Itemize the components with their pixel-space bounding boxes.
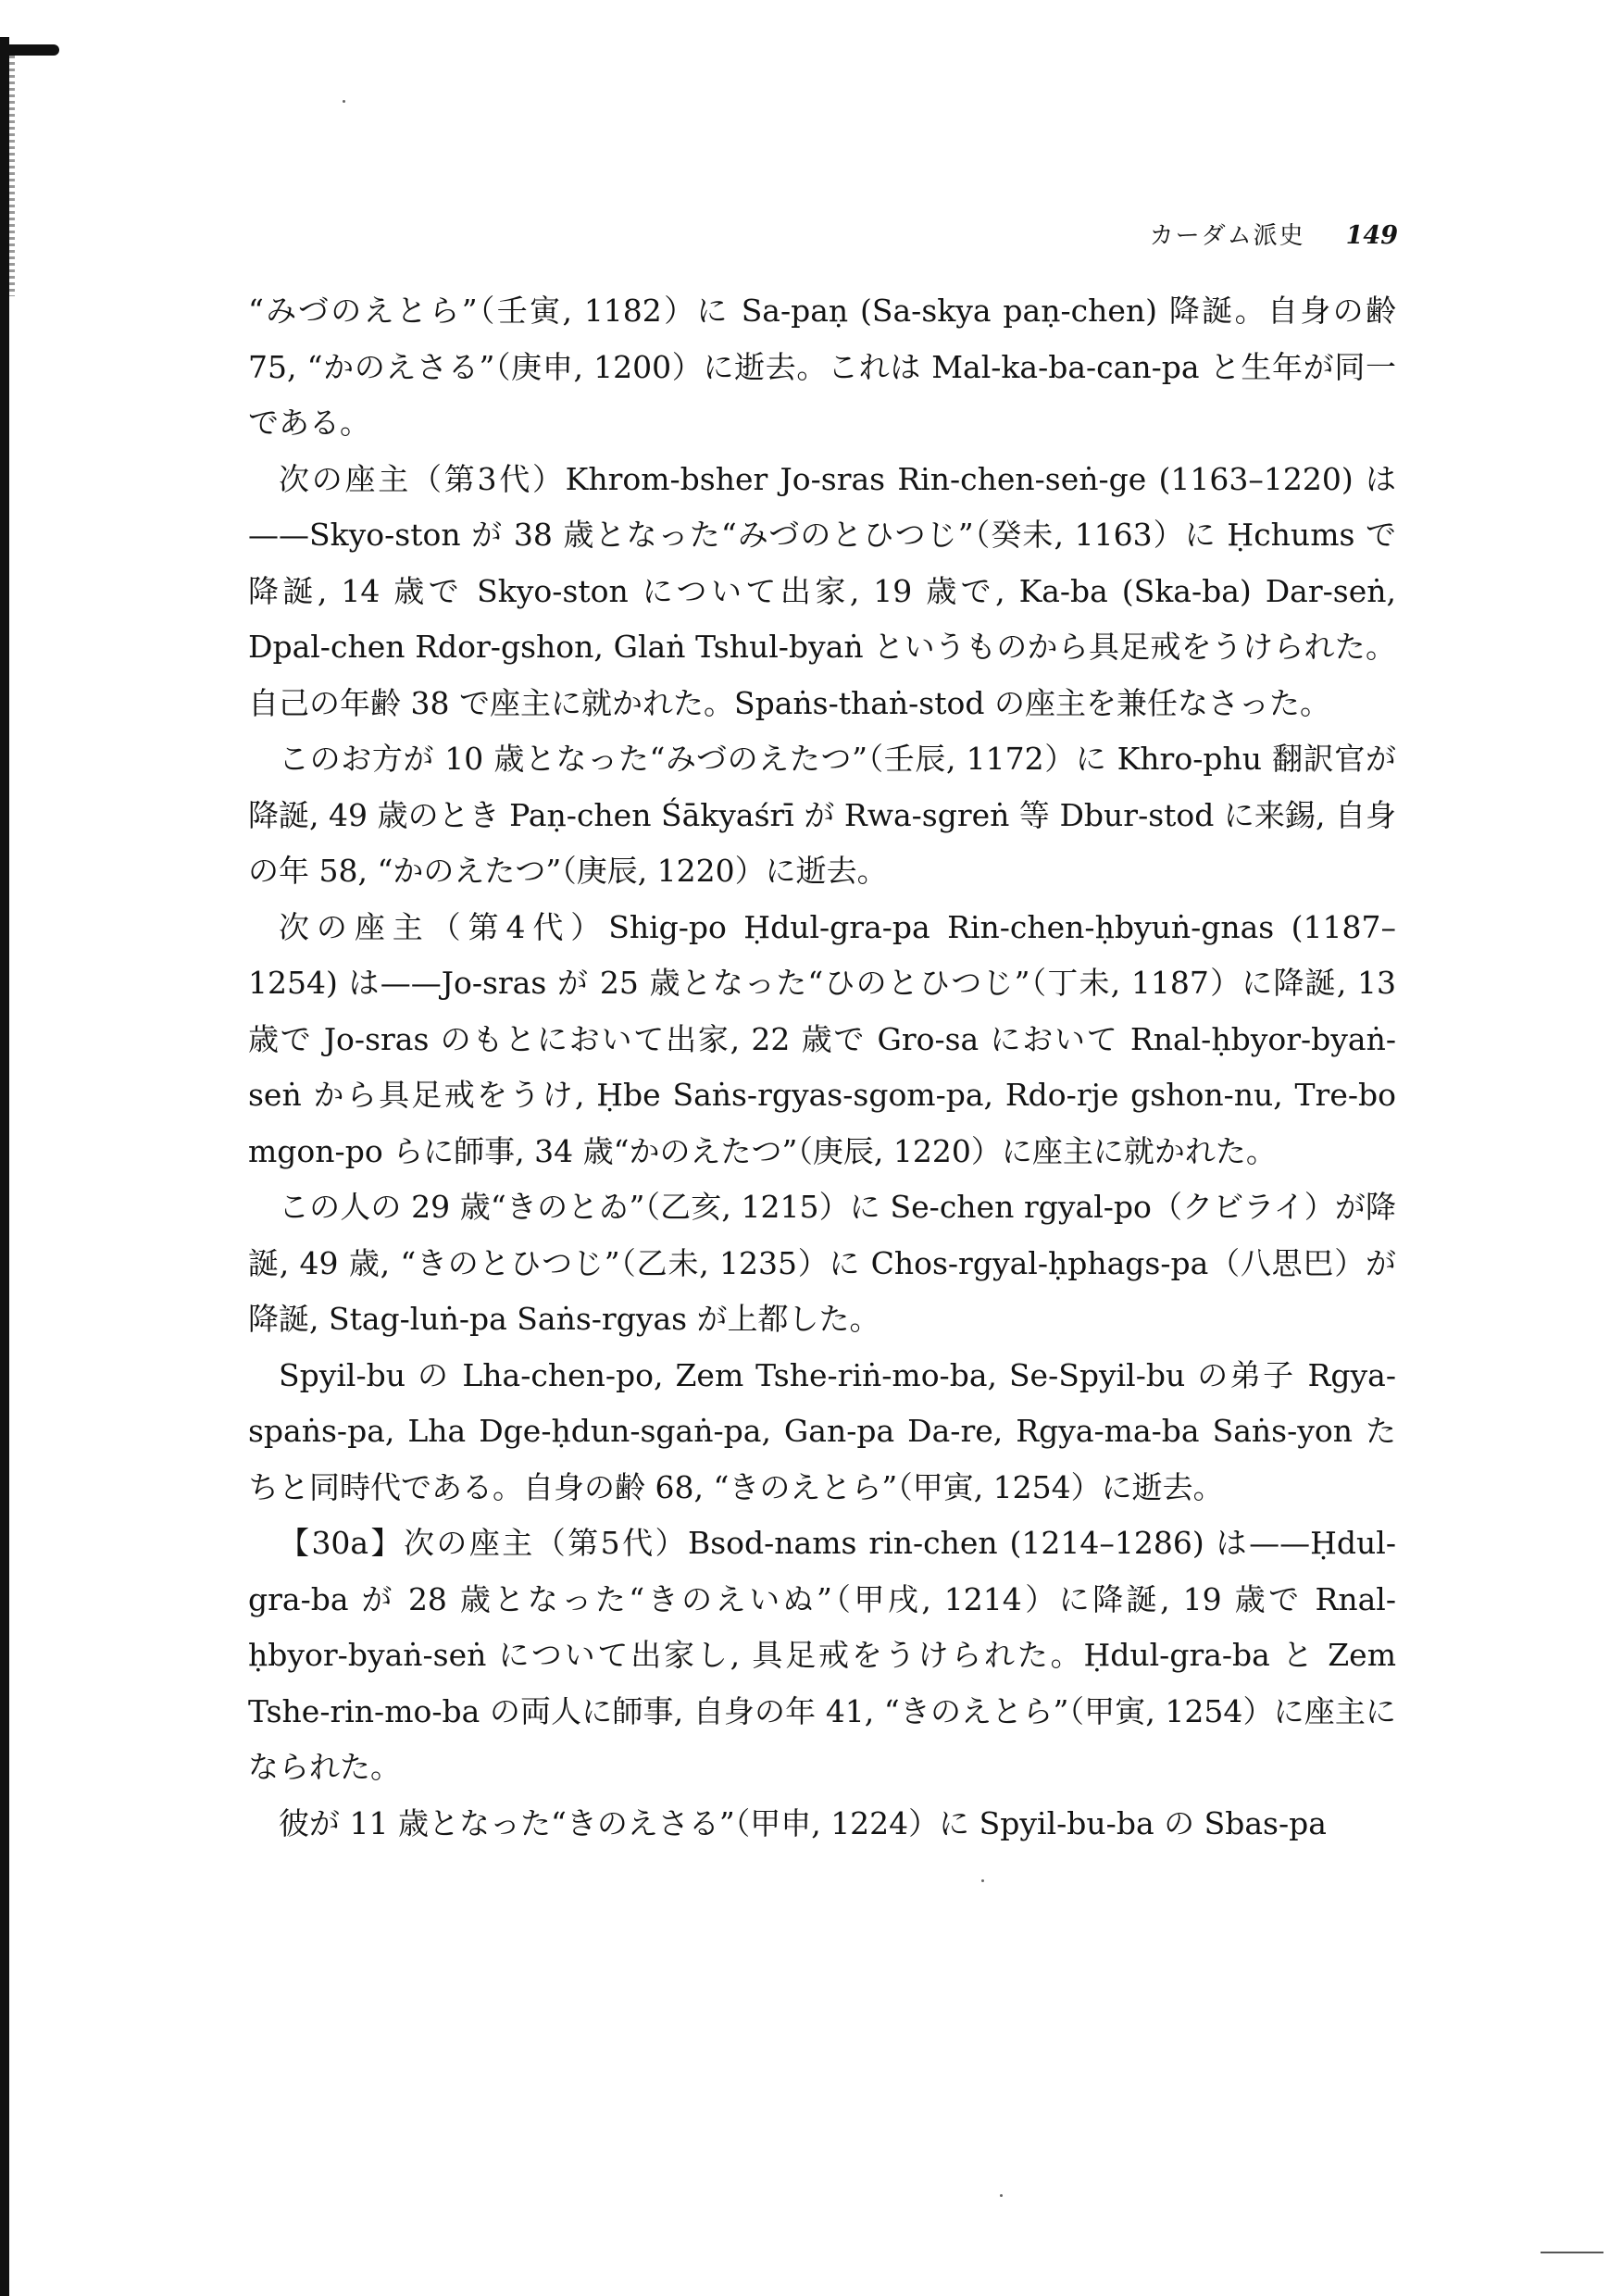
page-number: 149	[1345, 221, 1398, 250]
scan-speck	[981, 1879, 984, 1882]
body-text	[248, 283, 1396, 1852]
running-header	[1150, 217, 1398, 251]
running-header-title: カーダム派史	[1149, 222, 1305, 250]
paragraph-2: 次の座主（第3代）Khrom-bsher Jo-sras Rin-chen-seṅ-ge (1163–1220) は——Skyo-ston が 38 歳となった“みづのとひつじ”（癸未, 1163）に Ḥchums で降誕, 14 歳で Skyo-ston について出家, 19 歳で, Ka-ba (Ska-ba) Dar-seṅ, Dpal-chen Rdor-gshon, Glaṅ Tshul-byaṅ というものから具足戒をうけられた。自己の年齢 38 で座主に就かれた。Spaṅs-thaṅ-stod の座主を兼任なさった。	[248, 460, 1396, 721]
paragraph-3: このお方が 10 歳となった“みづのえたつ”（壬辰, 1172）に Khro-phu 翻訳官が降誕, 49 歳のとき Paṇ-chen Śākyaśrī が Rwa-sgreṅ 等 Dbur-stod に来錫, 自身の年 58, “かのえたつ”（庚辰, 1220）に逝去。	[248, 741, 1396, 889]
paragraph-7: 【30a】次の座主（第5代）Bsod-nams rin-chen (1214–1286) は——Ḥdul-gra-ba が 28 歳となった“きのえいぬ”（甲戌, 1214）に降誕, 19 歳で Rnal-ḥbyor-byaṅ-seṅ について出家し, 具足戒をうけられた。Ḥdul-gra-ba と Zem Tshe-rin-mo-ba の両人に師事, 自身の年 41, “きのえとら”（甲寅, 1254）に座主になられた。	[248, 1525, 1396, 1785]
scan-speck	[343, 100, 345, 103]
scan-binding-corner	[0, 44, 59, 56]
paragraph-8: 彼が 11 歳となった“きのえさる”（甲申, 1224）に Spyil-bu-ba の Sbas-pa	[279, 1804, 1327, 1841]
paragraph-1: “みづのえとら”（壬寅, 1182）に Sa-paṇ (Sa-skya paṇ-chen) 降誕。自身の齢 75, “かのえさる”（庚申, 1200）に逝去。これは Mal-ka-ba-can-pa と生年が同一である。	[248, 293, 1396, 441]
paragraph-5: この人の 29 歳“きのとゐ”（乙亥, 1215）に Se-chen rgyal-po（クビライ）が降誕, 49 歳, “きのとひつじ”（乙未, 1235）に Chos-rgyal-ḥphags-pa（八思巴）が降誕, Stag-luṅ-pa Saṅs-rgyas が上都した。	[248, 1189, 1396, 1337]
paragraph-6: Spyil-bu の Lha-chen-po, Zem Tshe-riṅ-mo-ba, Se-Spyil-bu の弟子 Rgya-spaṅs-pa, Lha Dge-ḥdun-sgaṅ-pa, Gan-pa Da-re, Rgya-ma-ba Saṅs-yon たちと同時代である。自身の齢 68, “きのえとら”（甲寅, 1254）に逝去。	[248, 1356, 1396, 1505]
bottom-rule	[1541, 2252, 1603, 2253]
scan-binding-edge	[0, 37, 9, 2296]
scan-speck	[1000, 2194, 1003, 2197]
paragraph-4: 次の座主（第4代）Shig-po Ḥdul-gra-pa Rin-chen-ḥbyuṅ-gnas (1187–1254) は——Jo-sras が 25 歳となった“ひのとひつじ”（丁未, 1187）に降誕, 13 歳で Jo-sras のもとにおいて出家, 22 歳で Gro-sa において Rnal-ḥbyor-byaṅ-seṅ から具足戒をうけ, Ḥbe Saṅs-rgyas-sgom-pa, Rdo-rje gshon-nu, Tre-bo mgon-po らに師事, 34 歳“かのえたつ”（庚辰, 1220）に座主に就かれた。	[248, 908, 1396, 1169]
scan-edge-marks	[9, 56, 15, 296]
